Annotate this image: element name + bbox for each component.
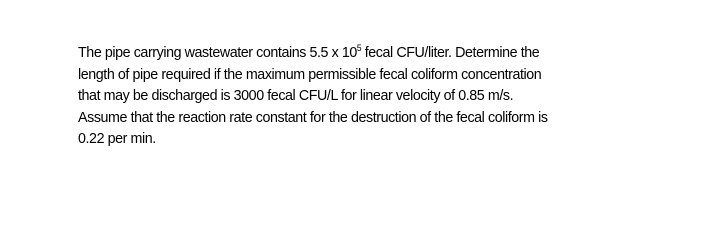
text-line: 0.22 per min. [78, 130, 156, 148]
text-line: Assume that the reaction rate constant for the destruction of the fecal coliform is [78, 108, 548, 126]
text-line: that may be discharged is 3000 fecal CFU/L for linear velocity of 0.85 m/s. [78, 87, 514, 105]
problem-statement [78, 42, 642, 150]
text-segment: The pipe carrying wastewater contains 5.5 x 10 [78, 44, 357, 61]
text-line [78, 42, 642, 64]
text-segment: fecal CFU/liter. Determine the [361, 44, 540, 61]
exponent: 5 [356, 43, 362, 53]
text-line: length of pipe required if the maximum permissible fecal coliform concentration [78, 65, 542, 83]
